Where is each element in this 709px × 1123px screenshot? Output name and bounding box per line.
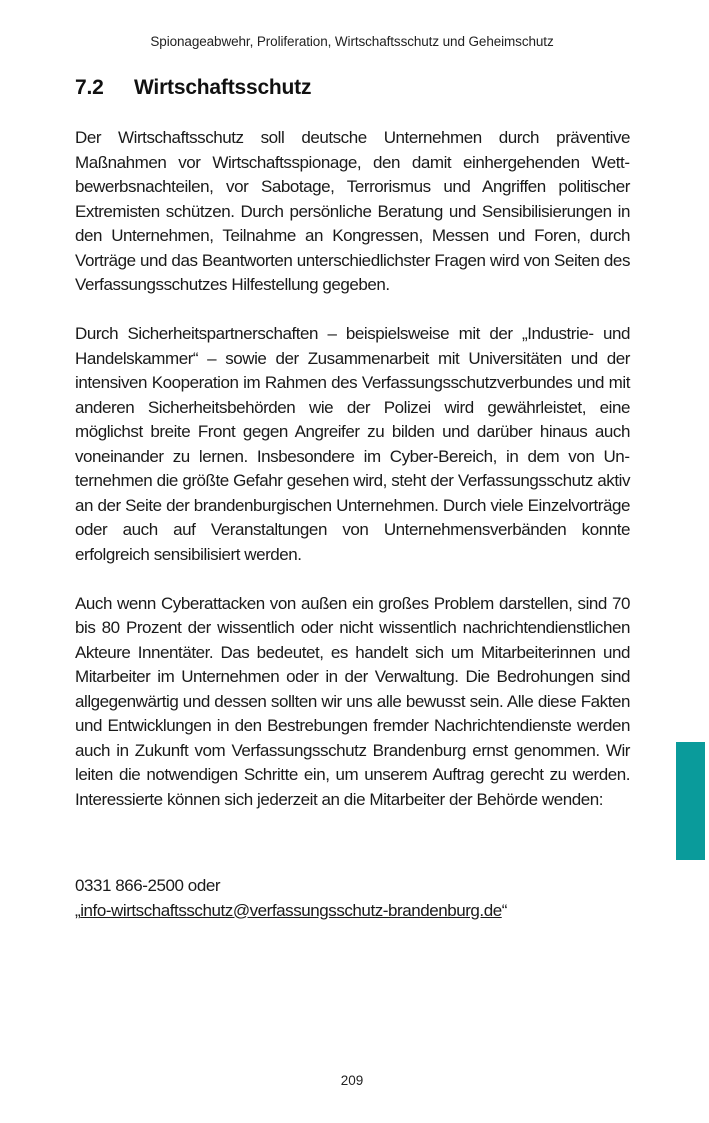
contact-block	[75, 874, 630, 923]
section-number: 7.2	[75, 76, 104, 99]
contact-phone: 0331 866-2500 oder	[75, 876, 221, 895]
section-heading	[75, 76, 635, 100]
paragraph-2: Durch Sicherheitspartnerschaften – beispielsweise mit der „Industrie- und Handelskammer“ – sowie der Zusammenarbeit mit Universitäten und der intensiven Kooperation im Rahmen des Verfassungsschutzverbundes und mit anderen Sicherheitsbehörden wie der Polizei wird gewährleistet, eine möglichst breite Front gegen Angreifer zu bilden und darüber hinaus auch voneinander zu lernen. Insbesondere im Cyber-Bereich, in dem von Unternehmen die größte Gefahr gesehen wird, steht der Verfassungsschutz aktiv an der Seite der brandenburgischen Unternehmen. Durch viele Einzelvorträge oder auch auf Veranstaltungen von Unternehmensverbänden konnte erfolgreich sensibilisiert werden.	[75, 324, 630, 564]
chapter-side-tab	[676, 742, 705, 860]
body-text	[75, 126, 630, 837]
section-title: Wirtschaftsschutz	[134, 76, 312, 99]
paragraph-3: Auch wenn Cyberattacken von außen ein großes Problem darstellen, sind 70 bis 80 Prozent der wissentlich oder nicht wissentlich nachrichtendienstlichen Akteure Innentäter. Das bedeutet, es handelt sich um Mitarbeiterinnen und Mitarbeiter im Unternehmen oder in der Verwaltung. Die Bedrohungen sind allgegenwärtig und dessen sollten wir uns alle bewusst sein. Alle diese Fakten und Entwicklungen in den Bestrebungen fremder Nachrichtendienste werden auch in Zukunft vom Verfassungsschutz Brandenburg ernst genommen. Wir leiten die notwendigen Schritte ein, um unserem Auftrag gerecht zu werden. Interessierte können sich jederzeit an die Mitarbeiter der Behörde wenden:	[75, 593, 630, 809]
quote-open: „	[75, 900, 81, 920]
running-header: Spionageabwehr, Proliferation, Wirtschaftsschutz und Geheimschutz	[150, 34, 554, 49]
quote-close: “	[501, 900, 507, 920]
paragraph-1: Der Wirtschaftsschutz soll deutsche Unternehmen durch präventive Maßnahmen vor Wirtschaftsspionage, den damit einhergehenden Wettbewerbsnachteilen, vor Sabotage, Terrorismus und Angriffen politischer Extremisten schützen. Durch persönliche Beratung und Sensibilisierungen in den Unternehmen, Teilnahme an Kongressen, Messen und Foren, durch Vorträge und das Beantworten unterschiedlichster Fragen wird von Seiten des Verfassungsschutzes Hilfestellung gegeben.	[75, 128, 630, 294]
email-link[interactable]: info-wirtschaftsschutz@verfassungsschutz-brandenburg.de	[80, 900, 502, 920]
page-number: 209	[340, 1073, 364, 1088]
contact-email-line	[75, 899, 630, 924]
